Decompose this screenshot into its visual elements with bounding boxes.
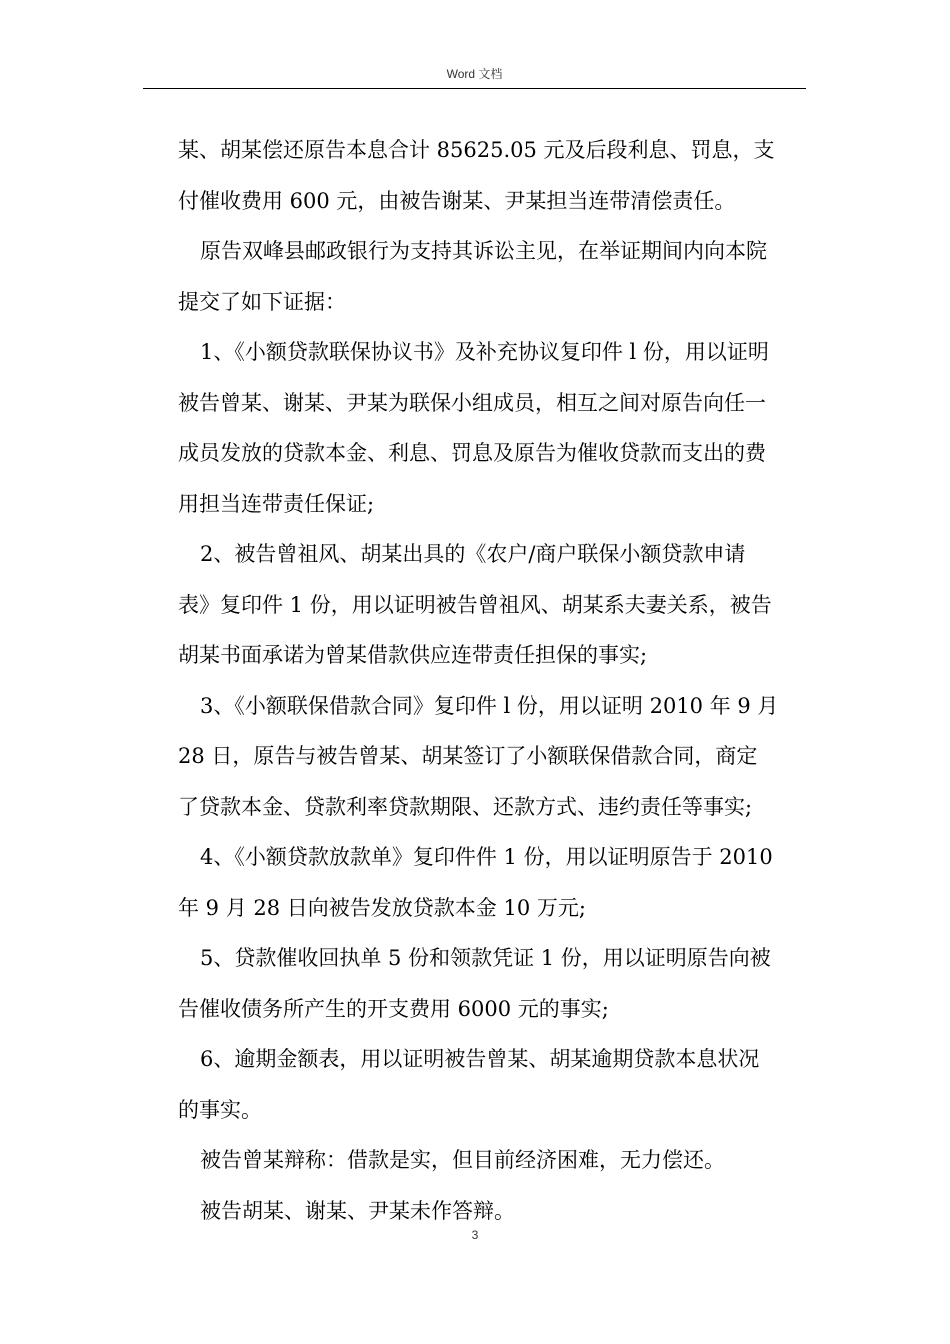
text-line: 2、被告曾祖风、胡某出具的《农户/商户联保小额贷款申请 bbox=[200, 542, 746, 566]
text-line: 3、《小额联保借款合同》复印件 l 份，用以证明 2010 年 9 月 bbox=[200, 693, 779, 718]
page-header: Word 文档 bbox=[446, 67, 503, 81]
text-line: 告催收债务所产生的开支费用 6000 元的事实; bbox=[178, 996, 609, 1021]
text-line: 被告胡某、谢某、尹某未作答辩。 bbox=[200, 1198, 515, 1223]
text-line: 了贷款本金、贷款利率贷款期限、还款方式、违约责任等事实; bbox=[178, 794, 753, 819]
text-line: 5、贷款催收回执单 5 份和领款凭证 1 份，用以证明原告向被 bbox=[200, 946, 771, 970]
text-line: 成员发放的贷款本金、利息、罚息及原告为催收贷款而支出的费 bbox=[178, 441, 766, 465]
text-line: 1、《小额贷款联保协议书》及补充协议复印件 l 份，用以证明 bbox=[200, 340, 769, 364]
text-line: 表》复印件 1 份，用以证明被告曾祖风、胡某系夫妻关系，被告 bbox=[178, 592, 772, 617]
text-line: 被告曾某辩称：借款是实，但目前经济困难，无力偿还。 bbox=[200, 1148, 725, 1172]
text-line: 付催收费用 600 元，由被告谢某、尹某担当连带清偿责任。 bbox=[178, 188, 736, 213]
text-line: 4、《小额贷款放款单》复印件件 1 份，用以证明原告于 2010 bbox=[200, 845, 773, 869]
text-line: 某、胡某偿还原告本息合计 85625.05 元及后段利息、罚息，支 bbox=[178, 138, 775, 162]
text-line: 28 日，原告与被告曾某、胡某签订了小额联保借款合同，商定 bbox=[178, 744, 758, 768]
text-line: 提交了如下证据： bbox=[178, 289, 346, 314]
document-body bbox=[178, 132, 804, 1243]
header-divider bbox=[143, 88, 806, 89]
text-line: 6、逾期金额表，用以证明被告曾某、胡某逾期贷款本息状况 bbox=[200, 1047, 760, 1071]
page-number: 3 bbox=[471, 1228, 479, 1242]
text-line: 用担当连带责任保证; bbox=[178, 491, 375, 516]
text-line: 年 9 月 28 日向被告发放贷款本金 10 万元; bbox=[178, 895, 586, 920]
text-line: 原告双峰县邮政银行为支持其诉讼主见，在举证期间内向本院 bbox=[200, 239, 767, 263]
text-line: 的事实。 bbox=[178, 1097, 262, 1122]
text-line: 被告曾某、谢某、尹某为联保小组成员，相互之间对原告向任一 bbox=[178, 390, 766, 415]
text-line: 胡某书面承诺为曾某借款供应连带责任担保的事实; bbox=[178, 643, 648, 667]
